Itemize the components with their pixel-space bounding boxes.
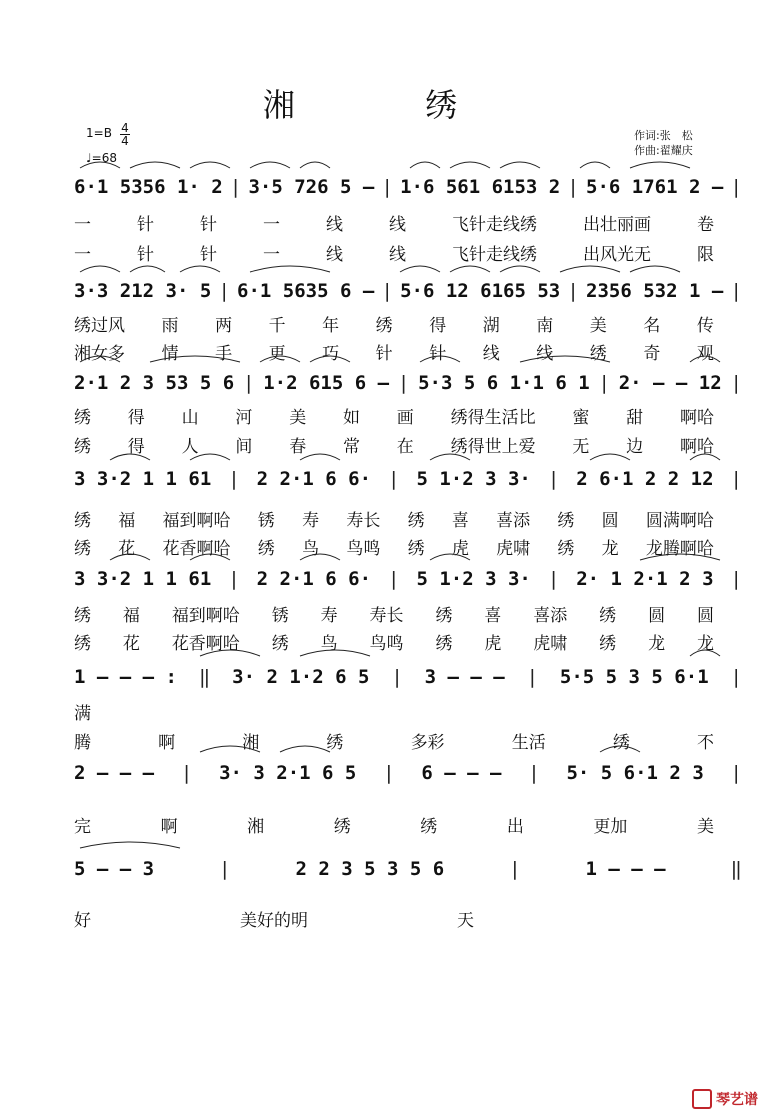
lyric-word: 得 [127,408,145,428]
lyric-word: 绣 [557,539,575,559]
lyric-word: 虎啸 [533,634,568,654]
lyric-word: 年 [322,316,340,336]
barline: | [381,280,393,302]
song-title: 湘 绣 [262,86,518,124]
measure: 5 – – 3 [74,858,155,880]
slur-11 [130,266,165,272]
lyric-word: 得 [127,437,145,457]
measure: 5·5 5 3 5 6·1 [559,666,709,688]
lyric-word: 针 [137,215,154,235]
lyric-word: 龙 [601,539,619,559]
slur-6 [450,162,490,168]
lyricist: 作词:张 松 [634,129,693,142]
lyric-word: 美好的明 [240,911,308,931]
lyric-word: 一 [263,215,280,235]
lyric-word: 花 [122,634,140,654]
credits [634,128,693,158]
lyric-word: 得 [429,316,447,336]
barline: | [567,176,579,198]
barline: | [242,372,255,394]
lyric-word: 一 [74,245,91,265]
lyric-word: 绣 [612,733,630,753]
lyric-word: 生活 [511,733,546,753]
lyric-word: 湘女多 [74,344,125,364]
barline: | [526,666,539,688]
lyric-word: 奇 [643,344,661,364]
barline: | [547,468,560,490]
slur-2 [190,162,230,168]
slur-12 [180,266,220,272]
lyric-word: 鸟鸣 [369,634,404,654]
lyric-word: 边 [626,437,644,457]
barline: | [397,372,410,394]
measure: 2 – – – [74,762,155,784]
barline: | [547,568,560,590]
lyric-word: 无 [572,437,590,457]
lyric-word: 绣 [375,316,393,336]
measure: 3 3·2 1 1 61 [74,568,212,590]
lyric-word: 圆 [601,511,619,531]
lyric-word: 圆 [696,606,714,626]
time-signature [120,122,130,147]
lyric-row [74,311,714,336]
notation-row [74,858,742,880]
lyric-word: 湘 [242,733,260,753]
lyric-word: 寿长 [369,606,404,626]
composer: 作曲:翟耀庆 [634,144,693,157]
lyric-row [74,812,714,837]
slur-9 [630,162,690,168]
slur-4 [300,162,330,168]
lyric-word: 好 [74,911,91,931]
tempo-marking: ♩=68 [86,151,117,165]
barline: | [383,762,395,784]
lyric-word: 南 [536,316,554,336]
lyric-word: 雨 [161,316,179,336]
lyric-word: 啊哈 [679,437,714,457]
lyric-row [74,728,714,753]
lyric-word: 花香啊哈 [171,634,240,654]
lyric-word: 针 [137,245,154,265]
lyric-word: 常 [342,437,360,457]
lyric-row [74,339,714,364]
lyric-word: 喜添 [496,511,531,531]
barline: | [730,176,742,198]
barline: | [228,568,240,590]
lyric-word: 绣 [326,733,344,753]
measure: 5·6 1761 2 – [586,176,724,198]
measure: 6 – – – [421,762,502,784]
lyric-word: 花 [118,539,136,559]
measure: 5 1·2 3 3· [416,468,531,490]
lyric-word: 福 [118,511,136,531]
lyric-word: 啊 [160,817,178,837]
slur-7 [500,162,540,168]
lyric-word: 绣 [435,606,453,626]
lyric-row [74,432,714,457]
watermark-logo [692,1089,758,1109]
slur-13 [250,266,330,272]
lyric-word: 山 [181,408,199,428]
lyric-word: 巧 [322,344,340,364]
lyric-row [74,403,714,428]
score-meta [86,121,129,166]
measure: 5 1·2 3 3· [416,568,531,590]
notation-row [74,280,742,302]
lyric-word: 传 [696,316,714,336]
slur-3 [250,162,290,168]
lyric-word: 线 [389,215,406,235]
lyric-word: 卷 [697,215,714,235]
measure: 3 3·2 1 1 61 [74,468,212,490]
lyric-word: 蜜 [572,408,590,428]
lyric-word: 一 [263,245,280,265]
lyric-word: 情 [161,344,179,364]
lyric-word: 春 [289,437,307,457]
lyric-word: 线 [389,245,406,265]
lyric-row [74,210,714,235]
measure: 2 2·1 6 6· [256,468,372,490]
lyric-word: 更 [268,344,286,364]
lyric-word: 如 [342,408,360,428]
lyric-word: 虎啸 [496,539,531,559]
lyric-word: 绣 [271,634,289,654]
lyric-word: 人 [181,437,199,457]
lyric-word: 美 [589,316,607,336]
lyric-word: 天 [457,911,474,931]
lyric-word: 绣 [74,408,91,428]
barline: | [730,762,742,784]
lyric-word: 绣过风 [74,316,125,336]
notation-row [74,176,742,198]
lyric-word: 圆满啊哈 [645,511,714,531]
lyric-word: 绣 [407,539,425,559]
lyric-word: 画 [396,408,414,428]
lyric-word: 绣 [589,344,607,364]
slur-18 [630,266,680,272]
lyric-word: 鸟 [320,634,338,654]
barline: | [218,280,230,302]
slur-1 [130,162,180,168]
measure: 6·1 5635 6 – [237,280,375,302]
time-signature-top: 4 [121,121,129,135]
lyric-word: 绣 [420,817,438,837]
measure: 3· 3 2·1 6 5 [219,762,357,784]
lyric-word: 绣得生活比 [450,408,536,428]
barline: | [567,280,579,302]
lyric-word: 出壮丽画 [583,215,651,235]
slur-14 [400,266,440,272]
lyric-word: 更加 [593,817,628,837]
lyric-word: 福到啊哈 [162,511,231,531]
lyric-word: 绣 [435,634,453,654]
lyric-word: 湘 [247,817,265,837]
measure: 1·2 615 6 – [263,372,390,394]
lyric-word: 喜添 [533,606,568,626]
barline: | [509,858,521,880]
measure: 2356 532 1 – [586,280,724,302]
logo-icon [692,1089,712,1109]
lyric-word: 绣 [74,634,91,654]
barline: | [180,762,193,784]
lyric-word: 飞针走线绣 [452,245,537,265]
notation-row [74,468,742,490]
barline: | [730,372,742,394]
lyric-word: 喜 [451,511,469,531]
lyric-row [74,601,714,626]
double-barline: ‖ [730,858,742,880]
lyric-word: 一 [74,215,91,235]
lyric-word: 绣 [599,606,617,626]
measure: 1·6 561 6153 2 [400,176,561,198]
measure: 2 2·1 6 6· [256,568,372,590]
lyric-word: 喜 [484,606,502,626]
lyric-word: 绣 [333,817,351,837]
lyric-word: 出 [506,817,524,837]
barline: | [388,568,400,590]
measure: 2·1 2 3 53 5 6 [74,372,235,394]
slur-10 [80,266,120,272]
lyric-word: 鸟 [302,539,320,559]
lyric-word: 间 [235,437,253,457]
lyric-word: 虎 [451,539,469,559]
key-signature: 1=B [86,126,112,140]
lyric-word: 虎 [484,634,502,654]
lyric-word: 针 [429,344,447,364]
time-signature-bottom: 4 [121,134,129,148]
measure: 5·6 12 6165 53 [400,280,561,302]
slur-17 [560,266,620,272]
lyric-row [74,906,474,931]
measure: 5· 5 6·1 2 3 [566,762,704,784]
lyric-word: 花香啊哈 [162,539,231,559]
measure: 3·3 212 3· 5 [74,280,212,302]
barline: | [388,468,400,490]
lyric-word: 不 [696,733,714,753]
measure: 5·3 5 6 1·1 6 1 [418,372,590,394]
barline: | [219,858,231,880]
lyric-word: 龙 [696,634,714,654]
lyric-word: 针 [200,215,217,235]
lyric-word: 美 [289,408,307,428]
lyric-row [74,699,114,724]
lyric-word: 手 [215,344,233,364]
lyric-word: 锈 [271,606,289,626]
lyric-word: 龙腾啊哈 [645,539,714,559]
lyric-word: 美 [696,817,714,837]
lyric-word: 出风光无 [583,245,651,265]
lyric-row [74,534,714,559]
lyric-word: 寿 [302,511,320,531]
slur-8 [580,162,610,168]
lyric-word: 限 [697,245,714,265]
slur-15 [450,266,490,272]
lyric-word: 绣 [74,511,91,531]
measure: 6·1 5356 1· 2 [74,176,223,198]
barline: | [730,280,742,302]
lyric-word: 飞针走线绣 [452,215,537,235]
lyric-word: 啊哈 [679,408,714,428]
barline: | [730,468,742,490]
lyric-row [74,629,714,654]
lyric-word: 啊 [158,733,176,753]
slur-16 [500,266,540,272]
barline: | [228,468,240,490]
barline: | [229,176,242,198]
lyric-word: 龙 [648,634,666,654]
double-barline: ‖ [198,666,211,688]
lyric-word: 湖 [482,316,500,336]
lyric-word: 线 [326,215,343,235]
lyric-word: 名 [643,316,661,336]
notation-row [74,568,742,590]
lyric-word: 绣 [74,539,91,559]
barline: | [381,176,393,198]
barline: | [528,762,540,784]
lyric-word: 河 [235,408,253,428]
barline: | [598,372,610,394]
watermark-text: 琴艺谱 [716,1092,758,1108]
lyric-word: 绣 [557,511,575,531]
lyric-word: 绣得世上爱 [450,437,536,457]
lyric-word: 寿 [320,606,338,626]
lyric-word: 绣 [407,511,425,531]
measure: 3 – – – [424,666,505,688]
lyric-word: 福到啊哈 [171,606,240,626]
lyric-word: 圆 [648,606,666,626]
measure: 3·5 726 5 – [248,176,375,198]
notation-row [74,666,742,688]
slur-5 [410,162,440,168]
notation-row [74,762,742,784]
lyric-word: 腾 [74,733,91,753]
barline: | [730,568,742,590]
lyric-row [74,506,714,531]
lyric-word: 绣 [74,606,91,626]
lyric-word: 线 [536,344,554,364]
lyric-word: 千 [268,316,286,336]
lyric-word: 在 [396,437,414,457]
lyric-word: 甜 [626,408,644,428]
lyric-word: 锈 [257,511,275,531]
measure: 1 – – – [585,858,666,880]
lyric-word: 多彩 [410,733,445,753]
lyric-row [74,240,714,265]
lyric-word: 满 [74,704,91,724]
lyric-word: 针 [200,245,217,265]
lyric-word: 线 [326,245,343,265]
measure: 2· – – 12 [618,372,722,394]
lyric-word: 绣 [257,539,275,559]
lyric-word: 绣 [74,437,91,457]
notation-row [74,372,742,394]
barline: | [391,666,403,688]
barline: | [730,666,742,688]
lyric-word: 观 [696,344,714,364]
measure: 2 2 3 5 3 5 6 [295,858,445,880]
measure: 2 6·1 2 2 12 [576,468,714,490]
lyric-word: 鸟鸣 [346,539,381,559]
lyric-word: 线 [482,344,500,364]
lyric-word: 寿长 [346,511,381,531]
lyric-word: 绣 [599,634,617,654]
slur-43 [80,842,180,848]
lyric-word: 针 [375,344,393,364]
measure: 2· 1 2·1 2 3 [576,568,714,590]
lyric-word: 福 [122,606,140,626]
measure: 3· 2 1·2 6 5 [232,666,370,688]
lyric-word: 两 [215,316,233,336]
lyric-word: 完 [74,817,91,837]
measure: 1 – – – : [74,666,177,688]
